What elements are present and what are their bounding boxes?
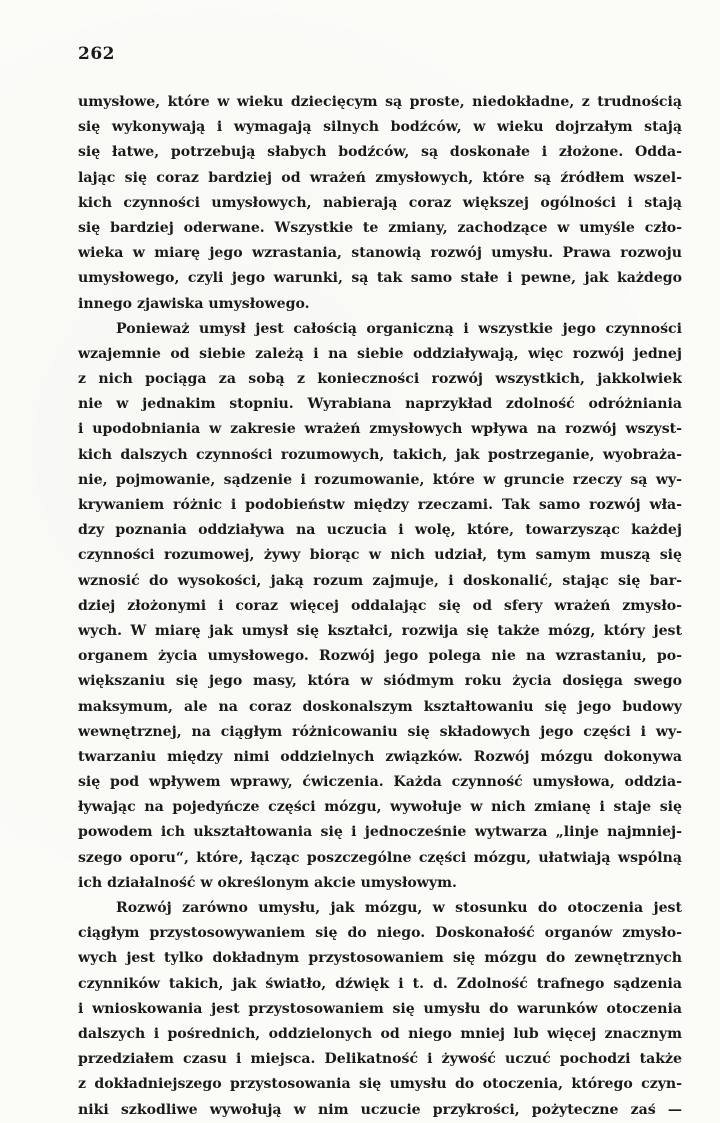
text-line: maksymum, ale na coraz doskonalszym kształtowaniu się jego budowy [78, 698, 682, 715]
text-line: przedziałem czasu i miejsca. Delikatność i żywość uczuć pochodzi także [78, 1051, 682, 1068]
text-line: kich czynności umysłowych, nabierają coraz większej ogólności i stają [78, 194, 682, 211]
text-line: umysłowego, czyli jego warunki, są tak samo stałe i pewne, jak każdego [78, 270, 682, 287]
text-line: dzy poznania oddziaływa na uczucia i wolę, które, towarzysząc każdej [78, 522, 682, 539]
text-line: z nich pociąga za sobą z konieczności rozwój wszystkich, jakkolwiek [78, 371, 682, 388]
text-line: wewnętrznej, na ciągłym różnicowaniu się składowych jego części i wy- [78, 723, 682, 740]
text-line: i wnioskowania jest przystosowaniem się umysłu do warunków otoczenia [78, 1000, 682, 1017]
text-line: powodem ich ukształtowania się i jednocześnie wytwarza „linje najmniej- [78, 824, 682, 841]
text-line: szego oporu“, które, łącząc poszczególne części mózgu, ułatwiają wspólną [78, 849, 682, 866]
text-line: dalszych i pośrednich, oddzielonych od niego mniej lub więcej znacznym [78, 1025, 682, 1042]
text-line: się pod wpływem wprawy, ćwiczenia. Każda czynność umysłowa, oddzia- [78, 774, 682, 791]
text-line: się łatwe, potrzebują słabych bodźców, są doskonałe i złożone. Odda- [78, 144, 682, 161]
text-line: umysłowe, które w wieku dziecięcym są proste, niedokładne, z trudnością [78, 94, 682, 110]
text-line: z dokładniejszego przystosowania się umysłu do otoczenia, którego czyn- [78, 1076, 682, 1093]
text-line: wzajemnie od siebie zależą i na siebie oddziaływają, więc rozwój jednej [78, 345, 682, 362]
text-line: nie, pojmowanie, sądzenie i rozumowanie, które w gruncie rzeczy są wy- [78, 471, 682, 488]
text-line: się bardziej oderwane. Wszystkie te zmiany, zachodzące w umyśle czło- [78, 219, 682, 236]
text-line: czynników takich, jak światło, dźwięk i t. d. Zdolność trafnego sądzenia [78, 975, 682, 992]
text-line: kich dalszych czynności rozumowych, takich, jak postrzeganie, wyobraża- [78, 446, 682, 463]
text-line: się wykonywają i wymagają silnych bodźców, w wieku dojrzałym stają [78, 119, 682, 136]
text-line: dziej złożonymi i coraz więcej oddalając się od sfery wrażeń zmysło- [78, 597, 682, 614]
text-line: nie w jednakim stopniu. Wyrabiana naprzykład zdolność odróżniania [78, 396, 682, 413]
text-line: czynności rozumowej, żywy biorąc w nich udział, tym samym muszą się [78, 547, 682, 564]
text-line: większaniu się jego masy, która w siódmym roku życia dosięga swego [78, 673, 682, 690]
text-line: Ponieważ umysł jest całością organiczną i wszystkie jego czynności [116, 320, 682, 337]
text-line: niki szkodliwe wywołują w nim uczucie przykrości, pożyteczne zaś — [78, 1101, 682, 1118]
text-line: wieka w miarę jego wzrastania, stanowią rozwój umysłu. Prawa rozwoju [78, 245, 682, 262]
text-line: wych. W miarę jak umysł się kształci, rozwija się także mózg, który jest [78, 622, 682, 639]
text-line: wych jest tylko dokładnym przystosowaniem się mózgu do zewnętrznych [78, 950, 682, 967]
text-line: twarzaniu między nimi oddzielnych związków. Rozwój mózgu dokonywa [78, 748, 682, 765]
body-text [78, 90, 682, 1123]
text-line: ływając na pojedyńcze części mózgu, wywołuje w nich zmianę i staje się [78, 799, 682, 816]
text-line: ciągłym przystosowywaniem się do niego. Doskonałość organów zmysło- [78, 925, 682, 942]
text-line: innego zjawiska umysłowego. [78, 295, 310, 312]
page-number: 262 [78, 44, 115, 64]
text-line: Rozwój zarówno umysłu, jak mózgu, w stosunku do otoczenia jest [116, 900, 682, 916]
text-line: organem życia umysłowego. Rozwój jego polega nie na wzrastaniu, po- [78, 648, 682, 665]
text-line: krywaniem różnic i podobieństw między rzeczami. Tak samo rozwój wła- [78, 497, 682, 513]
text-line: i upodobniania w zakresie wrażeń zmysłowych wpływa na rozwój wszyst- [78, 421, 682, 438]
text-line: ich działalność w określonym akcie umysłowym. [78, 874, 457, 891]
text-line: wznosić do wysokości, jaką rozum zajmuje, i doskonalić, stając się bar- [78, 572, 682, 589]
text-line: lając się coraz bardziej od wrażeń zmysłowych, które są źródłem wszel- [78, 169, 682, 186]
